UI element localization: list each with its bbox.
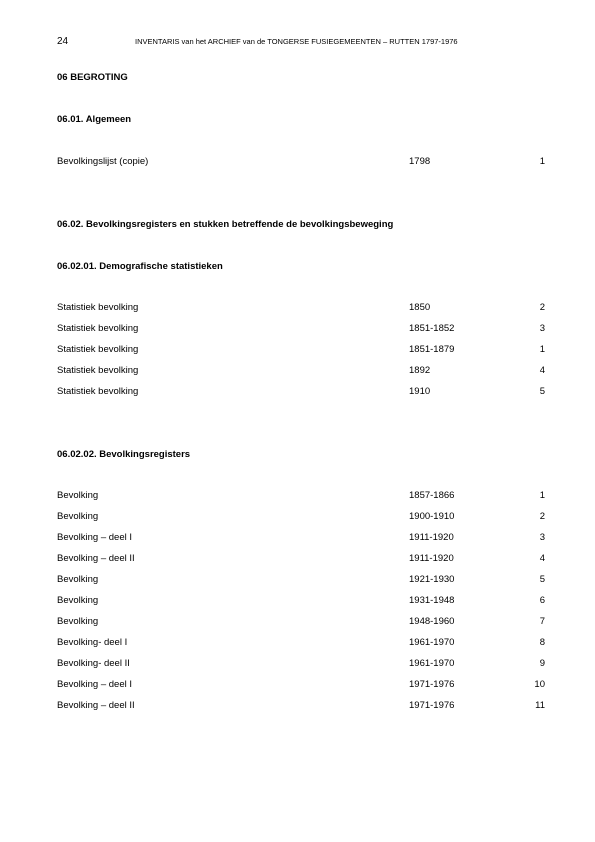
row-number: 9 — [539, 658, 545, 669]
row-number: 8 — [539, 637, 545, 648]
row-number: 1 — [539, 490, 545, 501]
page-number: 24 — [57, 36, 69, 47]
inventory-row — [57, 553, 545, 566]
row-years: 1971-1976 — [409, 679, 455, 690]
row-description: Bevolking — [57, 490, 99, 501]
row-years: 1911-1920 — [409, 553, 454, 564]
inventory-row — [57, 700, 545, 713]
section-heading-0602: 06.02. Bevolkingsregisters en stukken betreffende de bevolkingsbeweging — [57, 219, 394, 230]
row-number: 4 — [539, 365, 545, 376]
row-description: Bevolkingslijst (copie) — [57, 156, 149, 167]
section-heading-060202: 06.02.02. Bevolkingsregisters — [57, 449, 191, 460]
inventory-row — [57, 386, 545, 399]
row-description: Bevolking- deel II — [57, 658, 130, 669]
row-description: Statistiek bevolking — [57, 386, 139, 397]
inventory-row — [57, 365, 545, 378]
row-years: 1961-1970 — [409, 658, 455, 669]
row-number: 1 — [539, 156, 545, 167]
section-heading-060201: 06.02.01. Demografische statistieken — [57, 261, 223, 272]
row-description: Bevolking — [57, 574, 99, 585]
inventory-row — [57, 658, 545, 671]
row-description: Bevolking- deel I — [57, 637, 128, 648]
inventory-row — [57, 574, 545, 587]
inventory-row — [57, 679, 545, 692]
row-years: 1931-1948 — [409, 595, 455, 606]
row-number: 1 — [539, 344, 545, 355]
row-number: 5 — [539, 386, 545, 397]
row-years: 1892 — [409, 365, 431, 376]
inventory-row — [57, 595, 545, 608]
row-years: 1851-1879 — [409, 344, 455, 355]
row-description: Bevolking – deel I — [57, 679, 132, 690]
row-description: Bevolking — [57, 511, 99, 522]
row-years: 1911-1920 — [409, 532, 454, 543]
row-years: 1857-1866 — [409, 490, 455, 501]
inventory-row — [57, 532, 545, 545]
inventory-row — [57, 344, 545, 357]
running-title: INVENTARIS van het ARCHIEF van de TONGERSE FUSIEGEMEENTEN – RUTTEN 1797-1976 — [135, 37, 458, 46]
row-years: 1948-1960 — [409, 616, 455, 627]
row-number: 10 — [534, 679, 545, 690]
inventory-row — [57, 302, 545, 315]
row-number: 7 — [539, 616, 545, 627]
row-description: Statistiek bevolking — [57, 323, 139, 334]
inventory-row — [57, 511, 545, 524]
row-description: Bevolking – deel II — [57, 700, 135, 711]
row-number: 5 — [539, 574, 545, 585]
row-number: 6 — [539, 595, 545, 606]
section-heading-begroting: 06 BEGROTING — [57, 72, 128, 83]
inventory-row — [57, 156, 545, 169]
row-description: Bevolking – deel I — [57, 532, 132, 543]
row-description: Bevolking — [57, 595, 99, 606]
row-number: 2 — [539, 302, 545, 313]
row-number: 2 — [539, 511, 545, 522]
row-description: Bevolking – deel II — [57, 553, 135, 564]
row-number: 3 — [539, 532, 545, 543]
inventory-row — [57, 637, 545, 650]
row-years: 1921-1930 — [409, 574, 455, 585]
row-number: 4 — [539, 553, 545, 564]
row-years: 1910 — [409, 386, 431, 397]
row-description: Statistiek bevolking — [57, 302, 139, 313]
row-years: 1900-1910 — [409, 511, 455, 522]
inventory-row — [57, 616, 545, 629]
row-years: 1850 — [409, 302, 431, 313]
row-description: Statistiek bevolking — [57, 344, 139, 355]
row-description: Bevolking — [57, 616, 99, 627]
row-years: 1851-1852 — [409, 323, 455, 334]
row-number: 3 — [539, 323, 545, 334]
row-years: 1798 — [409, 156, 431, 167]
section-heading-0601: 06.01. Algemeen — [57, 114, 132, 125]
page-header — [57, 36, 547, 48]
row-number: 11 — [535, 700, 545, 711]
row-years: 1961-1970 — [409, 637, 455, 648]
inventory-row — [57, 323, 545, 336]
row-description: Statistiek bevolking — [57, 365, 139, 376]
inventory-row — [57, 490, 545, 503]
row-years: 1971-1976 — [409, 700, 455, 711]
